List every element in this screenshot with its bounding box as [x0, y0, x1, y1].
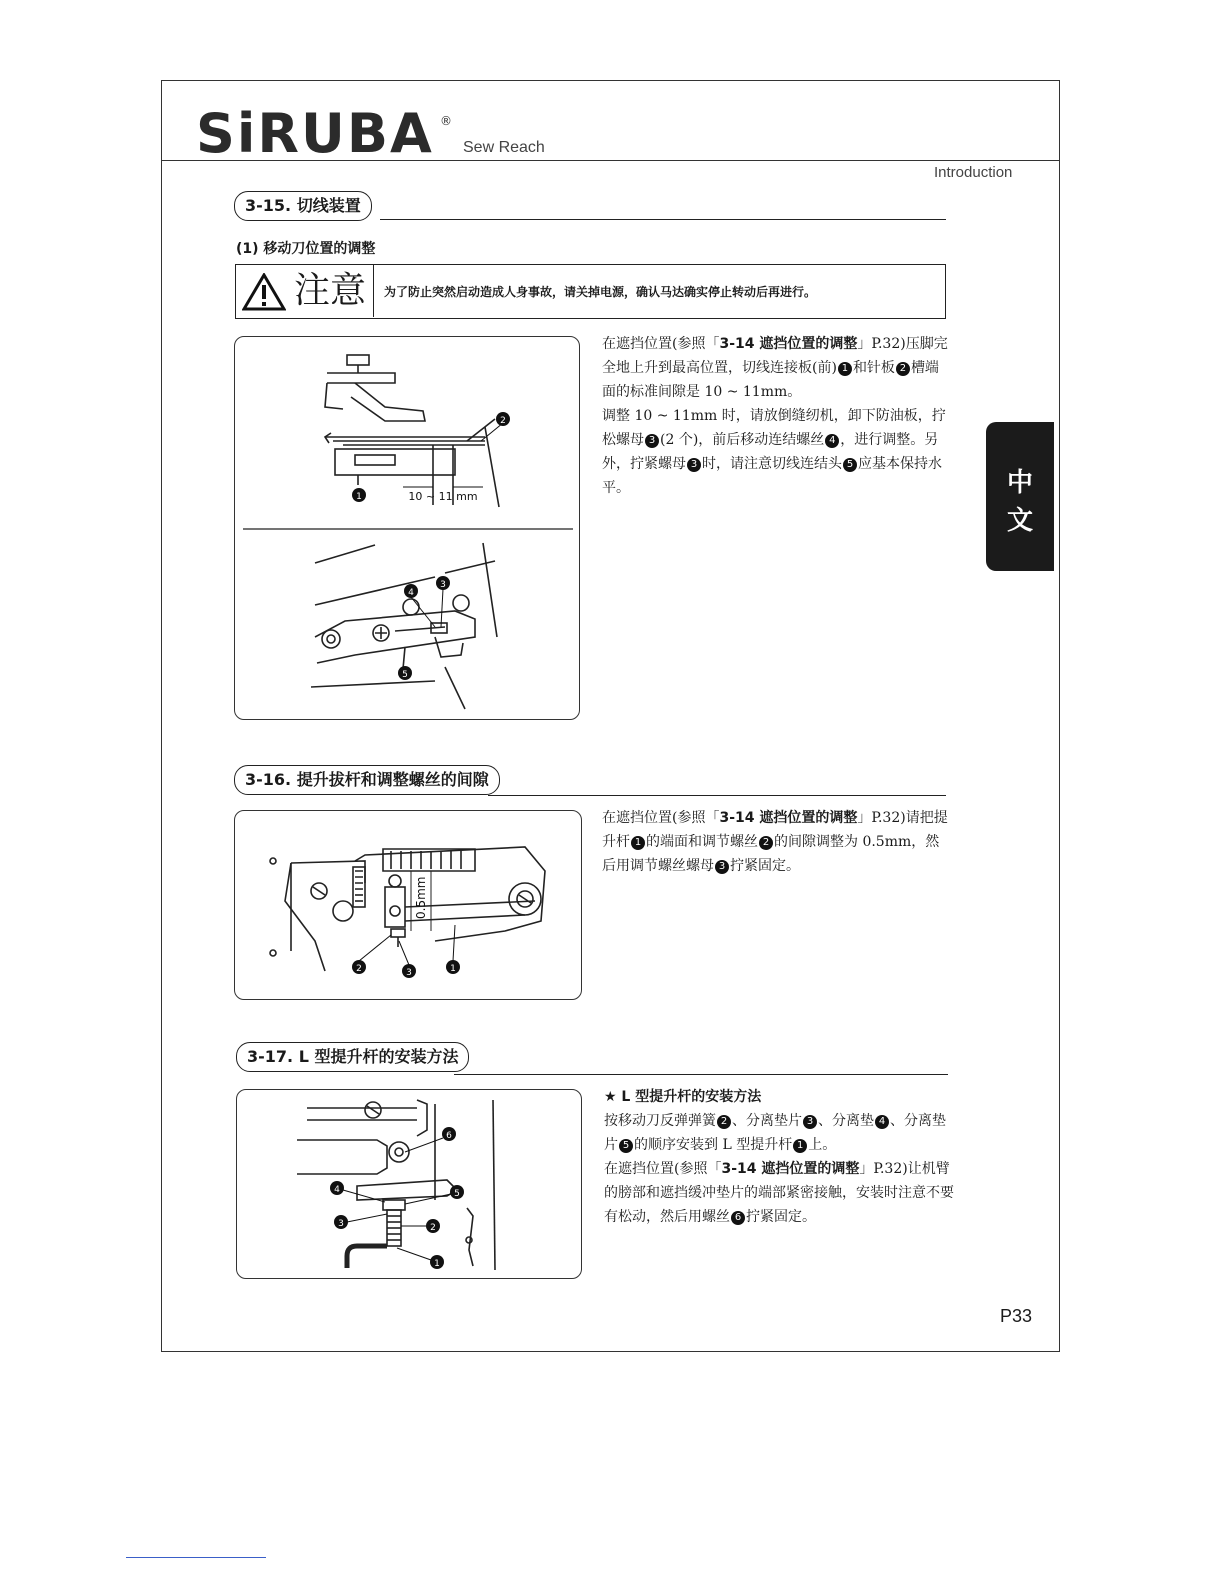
callout-2: 2 — [717, 1115, 731, 1129]
presser-foot-diagram — [235, 337, 580, 720]
dimension-label-knife: 10 ~ 11 mm — [408, 490, 478, 503]
callout-5: 5 — [843, 458, 857, 472]
svg-text:1: 1 — [434, 1259, 440, 1269]
registered-mark: ® — [440, 114, 452, 128]
svg-text:6: 6 — [446, 1131, 452, 1141]
svg-text:3: 3 — [440, 580, 446, 590]
svg-text:3: 3 — [406, 968, 412, 978]
figure-lifter-gap — [234, 810, 582, 1000]
callout-5: 5 — [619, 1139, 633, 1153]
svg-text:2: 2 — [500, 416, 506, 426]
callout-2: 2 — [896, 362, 910, 376]
warning-triangle-icon — [242, 273, 286, 311]
callout-1: 1 — [631, 836, 645, 850]
figure-knife-adjustment — [234, 336, 580, 720]
page-number: P33 — [1000, 1306, 1033, 1326]
section-3-17-heading: ★ L 型提升杆的安装方法 — [604, 1089, 762, 1105]
paragraph: 在遮挡位置(参照「3-14 遮挡位置的调整」P.32)请把提升杆 1 的端面和调节螺丝 2 的间隙调整为 0.5mm，然后用调节螺丝螺母 3 拧紧固定。 — [602, 810, 948, 874]
callout-4: 4 — [825, 434, 839, 448]
lang-tab-char: 中 — [1006, 468, 1033, 498]
section-3-16-body — [602, 806, 952, 878]
section-rule — [488, 795, 946, 796]
callout-3: 3 — [803, 1115, 817, 1129]
l-lifter-diagram — [237, 1090, 582, 1279]
callout-6: 6 — [731, 1211, 745, 1225]
callout-4: 4 — [875, 1115, 889, 1129]
section-3-15-body — [602, 332, 952, 500]
svg-text:1: 1 — [356, 492, 362, 502]
svg-text:2: 2 — [356, 964, 362, 974]
callout-1: 1 — [793, 1139, 807, 1153]
caution-word: 注意 — [294, 270, 367, 311]
language-tab-chinese — [986, 422, 1054, 571]
svg-text:4: 4 — [408, 588, 414, 598]
siruba-logo: SiRUBA — [196, 102, 434, 165]
lang-tab-char: 文 — [1006, 506, 1033, 536]
paragraph: 按移动刀反弹弹簧 2 、分离垫片 3 、分离垫 4 、分离垫片 5 的顺序安装到 L 型提升杆 1 上。 — [604, 1113, 946, 1153]
dimension-label-gap: 0.5mm — [414, 876, 428, 919]
callout-1: 1 — [838, 362, 852, 376]
callout-3: 3 — [715, 860, 729, 874]
sub-title-knife-position: (1) 移动刀位置的调整 — [236, 241, 376, 257]
lifter-lever-diagram — [235, 811, 582, 1000]
caution-box — [235, 264, 946, 319]
svg-text:5: 5 — [402, 670, 408, 680]
caution-head — [236, 265, 374, 317]
section-title-3-17: 3-17. L 型提升杆的安装方法 — [236, 1042, 469, 1072]
section-3-17-body — [604, 1085, 954, 1229]
svg-text:1: 1 — [450, 964, 456, 974]
svg-text:4: 4 — [334, 1185, 340, 1195]
paragraph: 在遮挡位置(参照「3-14 遮挡位置的调整」P.32)压脚完全地上升到最高位置，切线连接板(前) 1 和针板 2 槽端面的标准间隙是 10 ~ 11mm。 — [602, 336, 948, 400]
page-section-label: Introduction — [934, 164, 1013, 181]
paragraph: 在遮挡位置(参照「3-14 遮挡位置的调整」P.32)让机臂的膀部和遮挡缓冲垫片的端部紧密接触，安装时注意不要有松动，然后用螺丝 6 拧紧固定。 — [604, 1161, 954, 1225]
svg-text:2: 2 — [430, 1223, 436, 1233]
callout-3: 3 — [687, 458, 701, 472]
logo-tagline: Sew Reach — [463, 139, 545, 156]
section-rule — [380, 219, 946, 220]
footer-rule — [126, 1557, 266, 1558]
section-title-3-15: 3-15. 切线装置 — [234, 191, 372, 221]
section-title-3-16: 3-16. 提升拔杆和调整螺丝的间隙 — [234, 765, 500, 795]
caution-text: 为了防止突然启动造成人身事故，请关掉电源，确认马达确实停止转动后再进行。 — [384, 285, 817, 299]
svg-text:5: 5 — [454, 1189, 460, 1199]
callout-2: 2 — [759, 836, 773, 850]
section-rule — [454, 1074, 948, 1075]
paragraph: 调整 10 ~ 11mm 时，请放倒缝纫机，卸下防油板，拧松螺母 3 (2 个)，前后移动连结螺丝 4 ，进行调整。另外，拧紧螺母 3 时，请注意切线连结头 5 应基本保持水平。 — [602, 408, 946, 496]
svg-text:3: 3 — [338, 1219, 344, 1229]
callout-3: 3 — [645, 434, 659, 448]
figure-l-lifter — [236, 1089, 582, 1279]
